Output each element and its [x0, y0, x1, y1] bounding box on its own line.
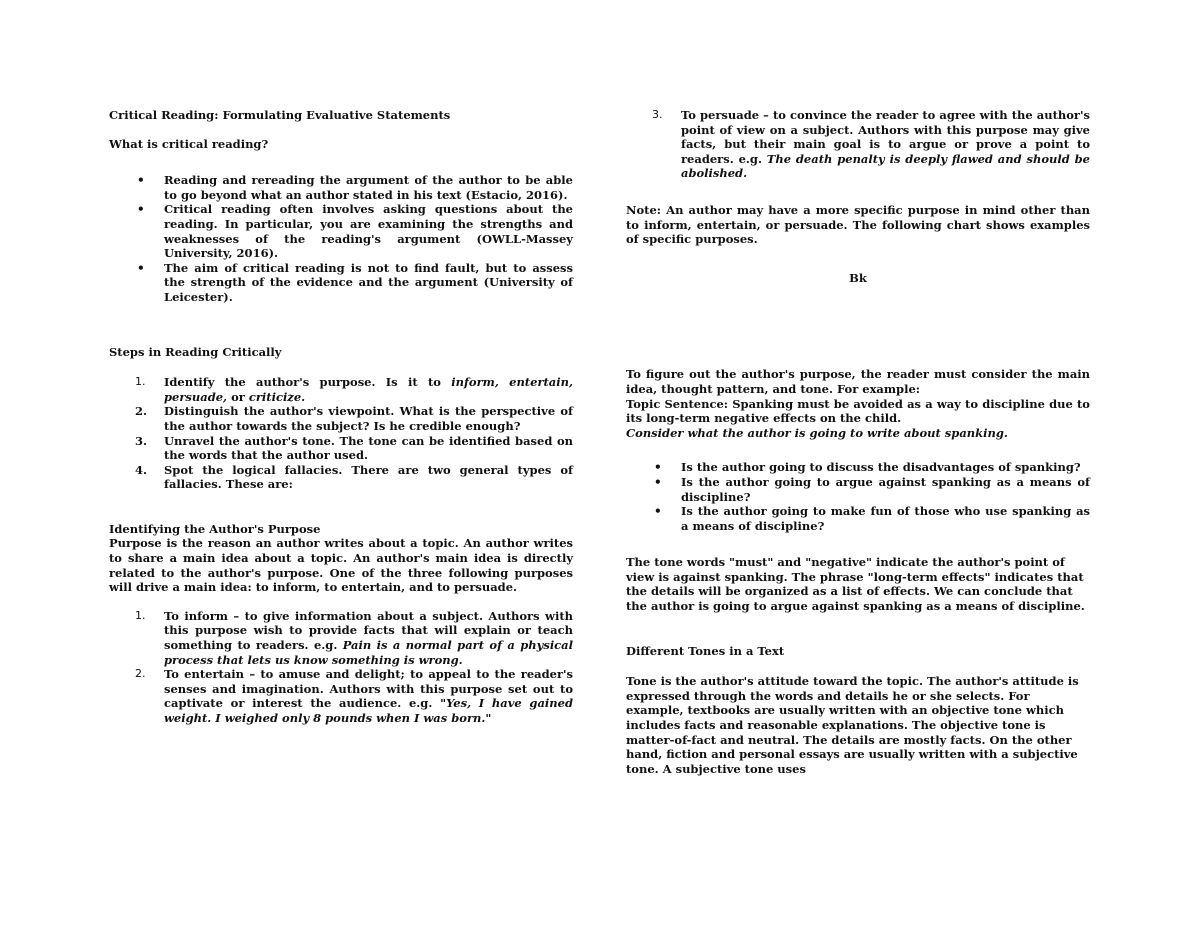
bullet-icon: •: [654, 460, 662, 475]
list-item: 3. Unravel the author's tone. The tone can be identified based on the words that the author used.: [135, 433, 573, 463]
steps-list: [109, 375, 573, 492]
note-paragraph: Note: An author may have a more specific purpose in mind other than to inform, entertain, or persuade. The following chart shows examples of specific purposes.: [626, 202, 1090, 247]
tones-paragraph: Tone is the author's attitude toward the topic. The author's attitude is expressed through the words and details he or she selects. For example, textbooks are usually written with an objective tone which includes facts and reasonable explanations. The objective tone is matter-of-fact and neutral. The details are mostly facts. On the other hand, fiction and personal essays are usually written with a subjective tone. A subjective tone uses: [626, 674, 1079, 776]
purpose-list-continued: [626, 108, 1090, 181]
right-column: [626, 108, 1090, 776]
tones-heading: Different Tones in a Text: [626, 643, 785, 658]
consider-line: Consider what the author is going to write about spanking.: [626, 425, 1008, 440]
bullet-icon: •: [137, 173, 145, 188]
list-item: 1. Identify the author's purpose. Is it to inform, entertain, persuade, or criticize.: [135, 375, 573, 404]
document-title: Critical Reading: Formulating Evaluative Statements: [109, 108, 451, 122]
list-item: • Is the author going to discuss the disadvantages of spanking?: [654, 460, 1081, 475]
list-item: 2. To entertain – to amuse and delight; to appeal to the reader's senses and imagination. Authors with this purpose set out to captivate or interest the audience. e.g. "Yes, I have gained weight. I weighed only 8 pounds when I was born.": [135, 667, 574, 725]
list-item: • The aim of critical reading is not to find fault, but to assess the strength of the evidence and the argument (University of Leicester).: [137, 260, 573, 304]
tone-words-paragraph: The tone words "must" and "negative" indicate the author's point of view is against spanking. The phrase "long-term effects" indicates that the details will be organized as a list of effects. We can conclude that the author is going to argue against spanking as a means of discipline.: [626, 555, 1085, 614]
bullet-icon: •: [654, 504, 662, 519]
bullet-icon: •: [137, 260, 145, 275]
chart-placeholder: Bk: [849, 270, 867, 285]
list-item: 4. Spot the logical fallacies. There are two general types of fallacies. These are:: [135, 462, 573, 492]
topic-sentence: Topic Sentence: Spanking must be avoided as a way to discipline due to its long-term negative effects on the child.: [626, 396, 1090, 426]
steps-heading: Steps in Reading Critically: [109, 344, 282, 359]
list-item: • Is the author going to argue against spanking as a means of discipline?: [654, 474, 1090, 504]
purpose-list: [109, 609, 573, 726]
purpose-heading: Identifying the Author's Purpose: [109, 521, 321, 536]
list-item: 2. Distinguish the author's viewpoint. What is the perspective of the author towards the subject? Is he credible enough?: [135, 404, 573, 433]
list-item: 3. To persuade – to convince the reader to agree with the author's point of view on a subject. Authors with this purpose may give facts, but their main goal is to argue or prove a point to readers. e.g. The death penalty is deeply flawed and should be abolished.: [652, 108, 1090, 181]
list-item: • Is the author going to make fun of those who use spanking as a means of discipline?: [654, 504, 1090, 533]
question-list: [626, 460, 1090, 533]
list-item: • Reading and rereading the argument of the author to be able to go beyond what an author stated in his text (Estacio, 2016).: [137, 173, 573, 202]
purpose-paragraph: Purpose is the reason an author writes about a topic. An author writes to share a main idea about a topic. An author's main idea is directly related to the author's purpose. One of the three following purposes will drive a main idea: to inform, to entertain, and to persuade.: [109, 536, 573, 595]
left-column: [109, 108, 573, 726]
bullet-icon: •: [654, 474, 662, 489]
list-item: 1. To inform – to give information about a subject. Authors with this purpose wish to provide facts that will explain or teach something to readers. e.g. Pain is a normal part of a physical process that lets us know something is wrong.: [135, 608, 574, 667]
definition-list: [109, 173, 573, 304]
figure-out-paragraph: To figure out the author's purpose, the reader must consider the main idea, thought pattern, and tone. For example:: [626, 367, 1090, 396]
bullet-icon: •: [137, 202, 145, 217]
list-item: • Critical reading often involves asking questions about the reading. In particular, you are examining the strengths and weaknesses of the reading's argument (OWLL-Massey University, 2016).: [137, 202, 573, 261]
what-heading: What is critical reading?: [109, 136, 269, 151]
